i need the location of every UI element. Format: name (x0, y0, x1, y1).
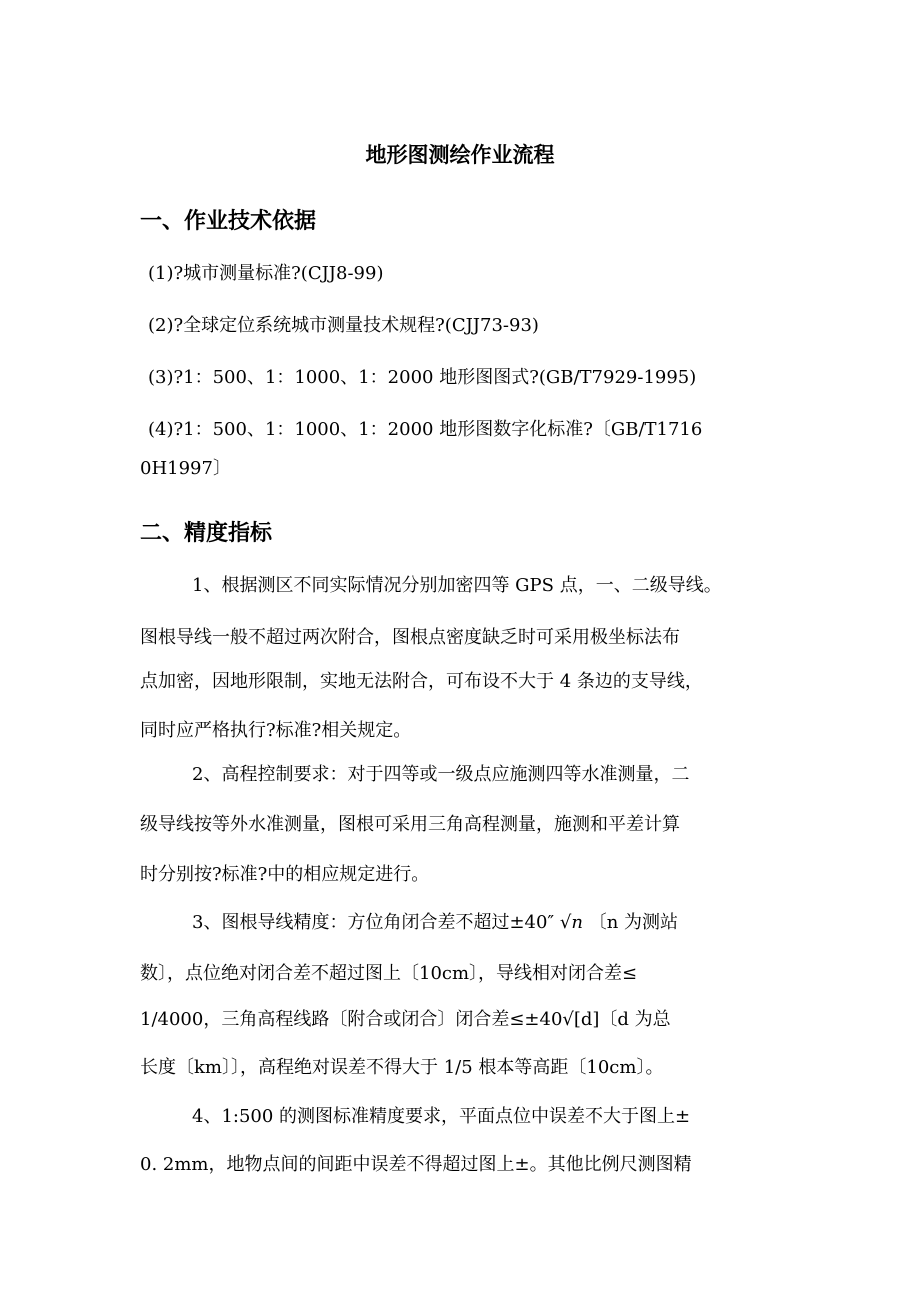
paragraph-4-line-2: 0. 2mm，地物点间的间距中误差不得超过图上±。其他比例尺测图精 (140, 1154, 692, 1175)
reference-item-2: (2)?全球定位系统城市测量技术规程?(CJJ73-93) (148, 315, 539, 336)
paragraph-2-line-3: 时分别按?标准?中的相应规定进行。 (140, 864, 430, 885)
paragraph-1-line-3: 点加密，因地形限制，实地无法附合，可布设不大于 4 条边的支导线， (140, 671, 703, 692)
paragraph-3-line-1-tail: 〔n 为测站 (588, 912, 679, 933)
paragraph-1-line-2: 图根导线一般不超过两次附合，图根点密度缺乏时可采用极坐标法布 (140, 627, 680, 648)
reference-item-3: (3)?1：500、1：1000、1：2000 地形图图式?(GB/T7929-1995) (148, 367, 697, 388)
square-root-n: √n (559, 912, 583, 933)
paragraph-3-line-4: 长度〔km〕〕，高程绝对误差不得大于 1/5 根本等高距〔10cm〕。 (140, 1057, 664, 1078)
paragraph-2-line-2: 级导线按等外水准测量，图根可采用三角高程测量，施测和平差计算 (140, 814, 680, 835)
paragraph-2-line-1: 2、高程控制要求：对于四等或一级点应施测四等水准测量，二 (192, 764, 690, 785)
reference-item-4: (4)?1：500、1：1000、1：2000 地形图数字化标准?〔GB/T1716 (148, 419, 703, 440)
section-heading-basis: 一、作业技术依据 (140, 209, 317, 234)
document-title: 地形图测绘作业流程 (365, 143, 555, 167)
paragraph-3-line-3: 1/4000，三角高程线路〔附合或闭合〕闭合差≤±40√[d]〔d 为总 (140, 1009, 671, 1030)
reference-item-1: (1)?城市测量标准?(CJJ8-99) (148, 263, 384, 284)
reference-item-4-continued: 0H1997〕 (140, 458, 231, 479)
paragraph-3-line-1-text: 3、图根导线精度：方位角闭合差不超过±40″ (192, 912, 555, 933)
paragraph-3-line-1 (192, 908, 678, 938)
paragraph-1-line-4: 同时应严格执行?标准?相关规定。 (140, 720, 412, 741)
paragraph-3-line-2: 数〕，点位绝对闭合差不超过图上〔10cm〕，导线相对闭合差≤ (140, 963, 638, 984)
section-heading-accuracy: 二、精度指标 (140, 521, 273, 546)
paragraph-4-line-1: 4、1:500 的测图标准精度要求，平面点位中误差不大于图上± (192, 1106, 691, 1127)
paragraph-1-line-1: 1、根据测区不同实际情况分别加密四等 GPS 点，一、二级导线。 (192, 575, 722, 596)
